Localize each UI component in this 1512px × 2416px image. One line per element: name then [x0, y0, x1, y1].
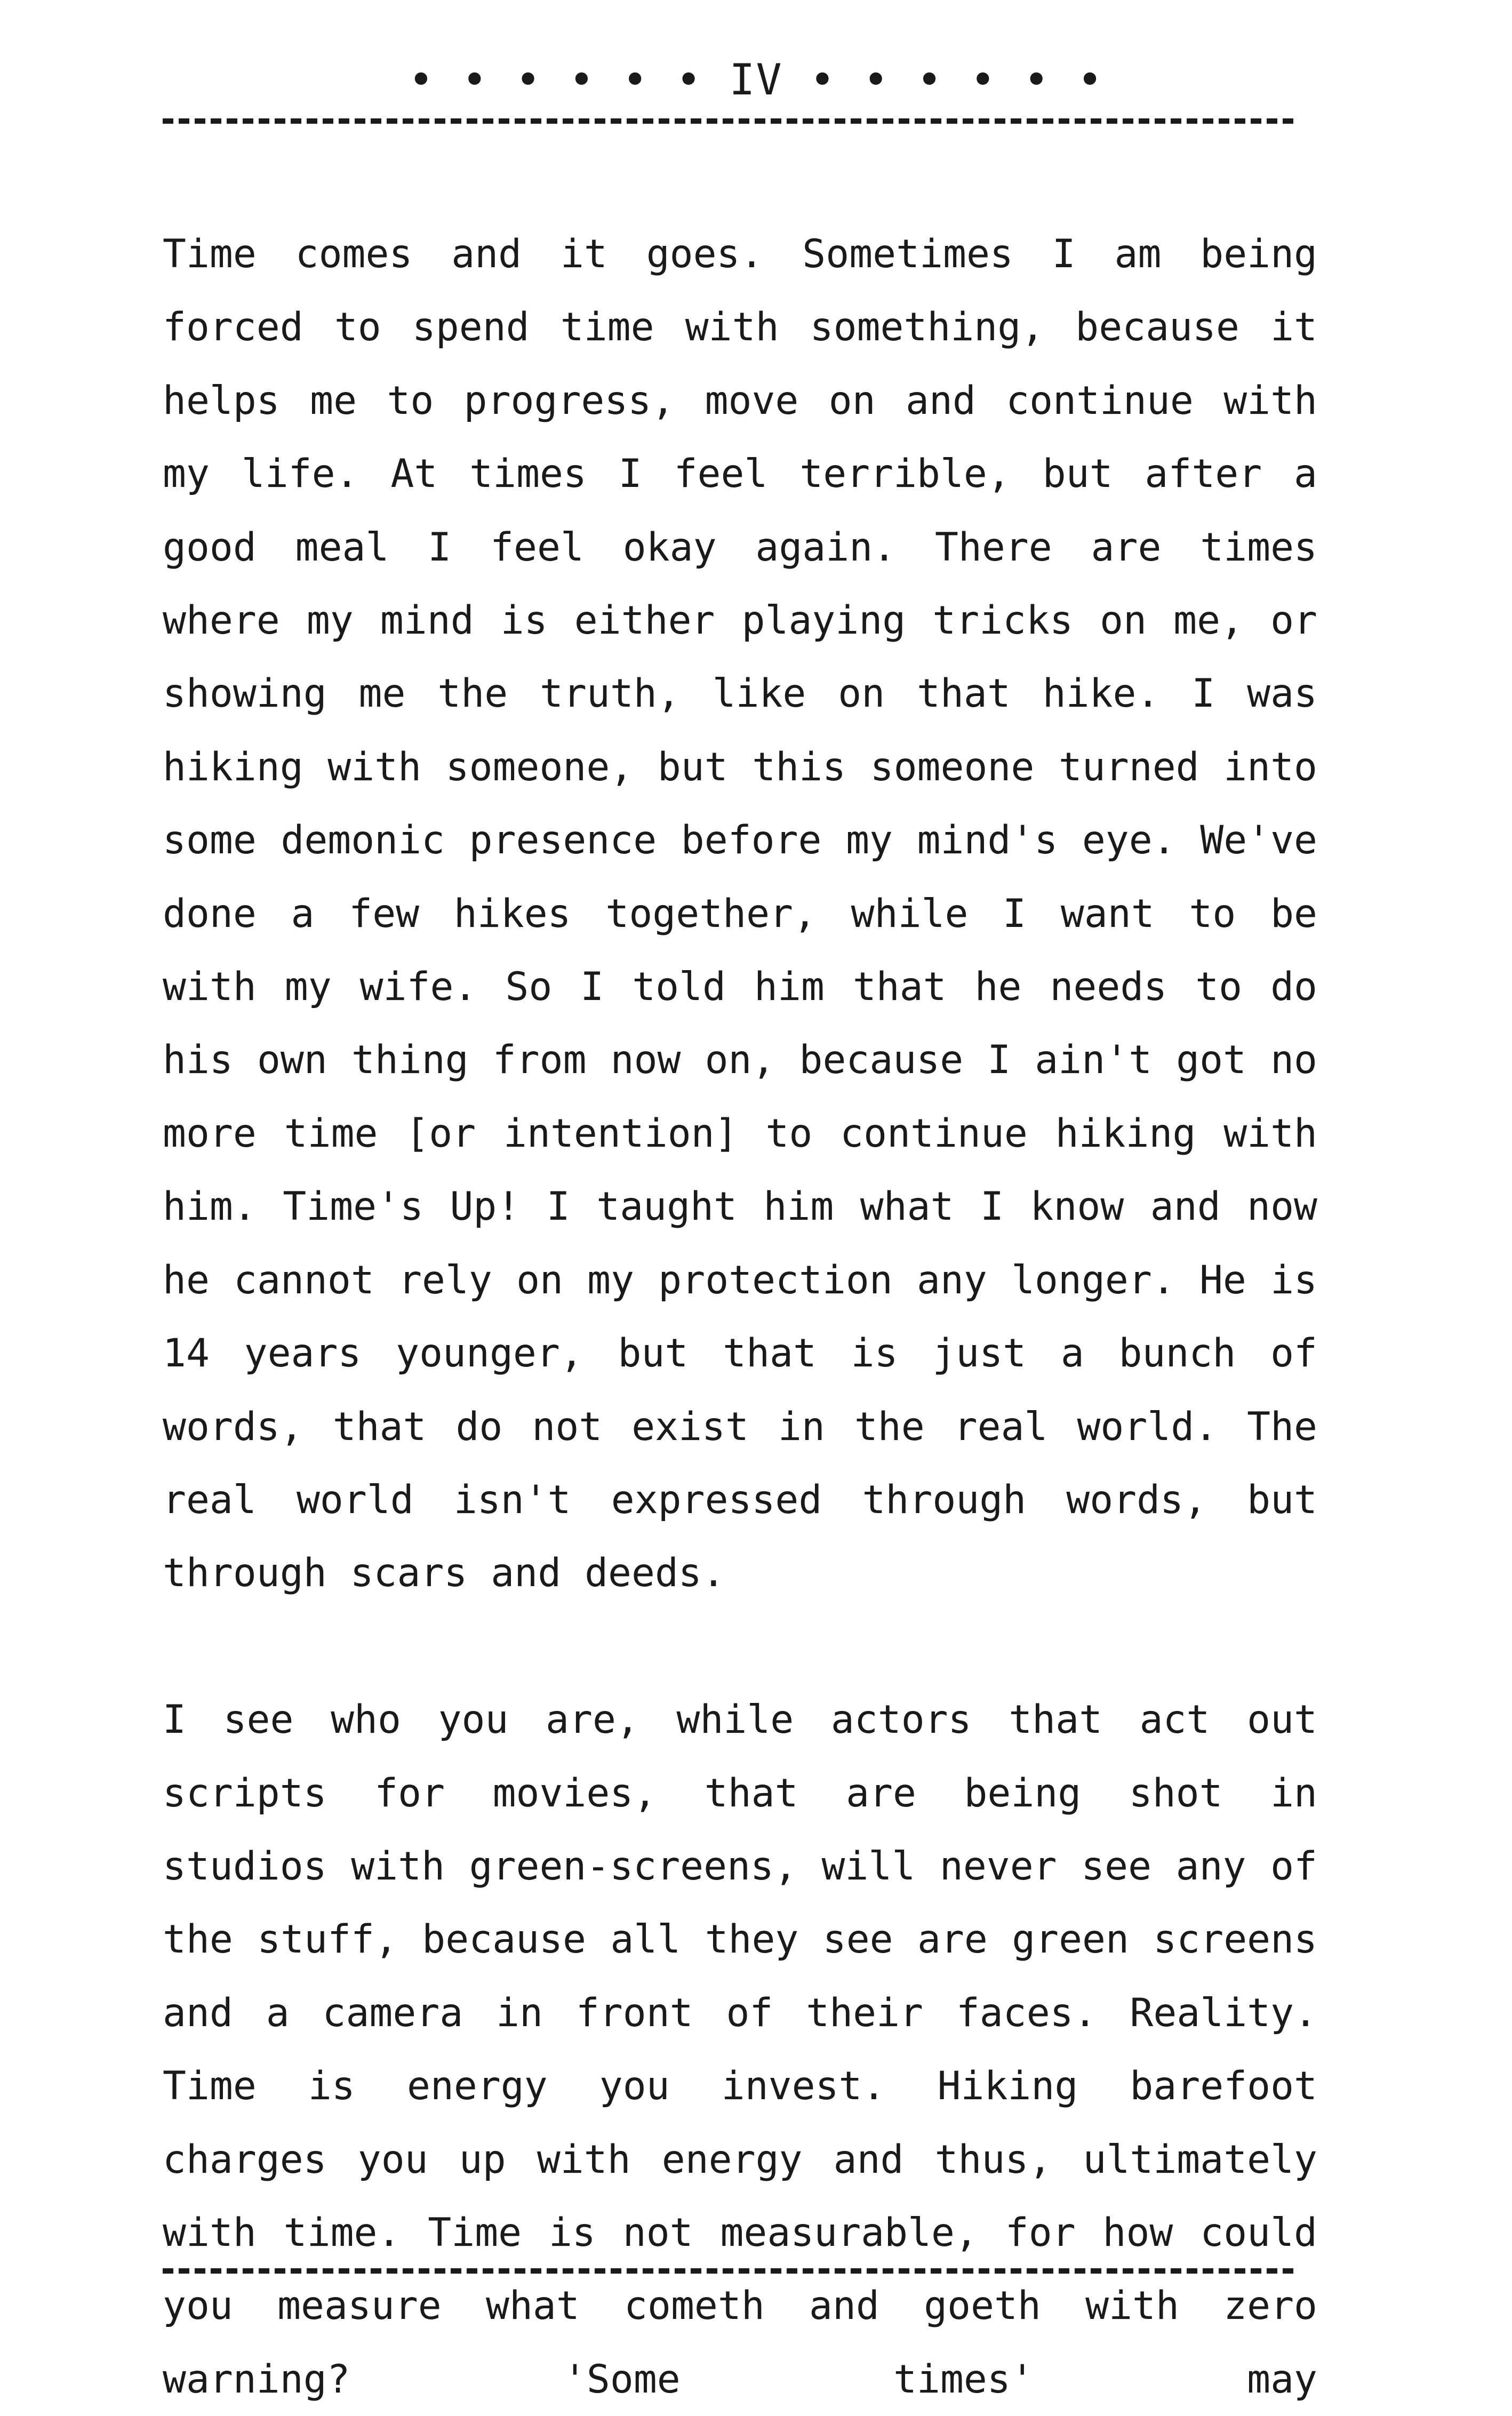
- paragraph-1: Time comes and it goes. Sometimes I am being forced to spend time with something, because it helps me to progress, move on and continue with my life. At times I feel terrible, but after a good meal I feel okay again. There are times where my mind is either playing tricks on me, or showing me the truth, like on that hike. I was hiking with someone, but this someone turned into some demonic presence before my mind's eye. We've done a few hikes together, while I want to be with my wife. So I told him that he needs to do his own thing from now on, because I ain't got no more time [or intention] to continue hiking with him. Time's Up! I taught him what I know and now he cannot rely on my protection any longer. He is 14 years younger, but that is just a bunch of words, that do not exist in the real world. The real world isn't expressed through words, but through scars and deeds.: [163, 231, 1317, 1596]
- body-text: [163, 218, 1317, 2416]
- bottom-divider: [163, 2268, 1293, 2274]
- top-divider: [163, 118, 1293, 124]
- chapter-heading: • • • • • • IV • • • • • •: [408, 55, 1104, 105]
- paragraph-2: I see who you are, while actors that act out scripts for movies, that are being shot in studios with green-screens, will never see any of the stuff, because all they see are green screens and a camera in front of their faces. Reality. Time is energy you invest. Hiking barefoot charges you up with energy and thus, ultimately with time. Time is not measurable, for how could you measure what cometh and goeth with zero warning? 'Some times' may: [163, 1697, 1317, 2402]
